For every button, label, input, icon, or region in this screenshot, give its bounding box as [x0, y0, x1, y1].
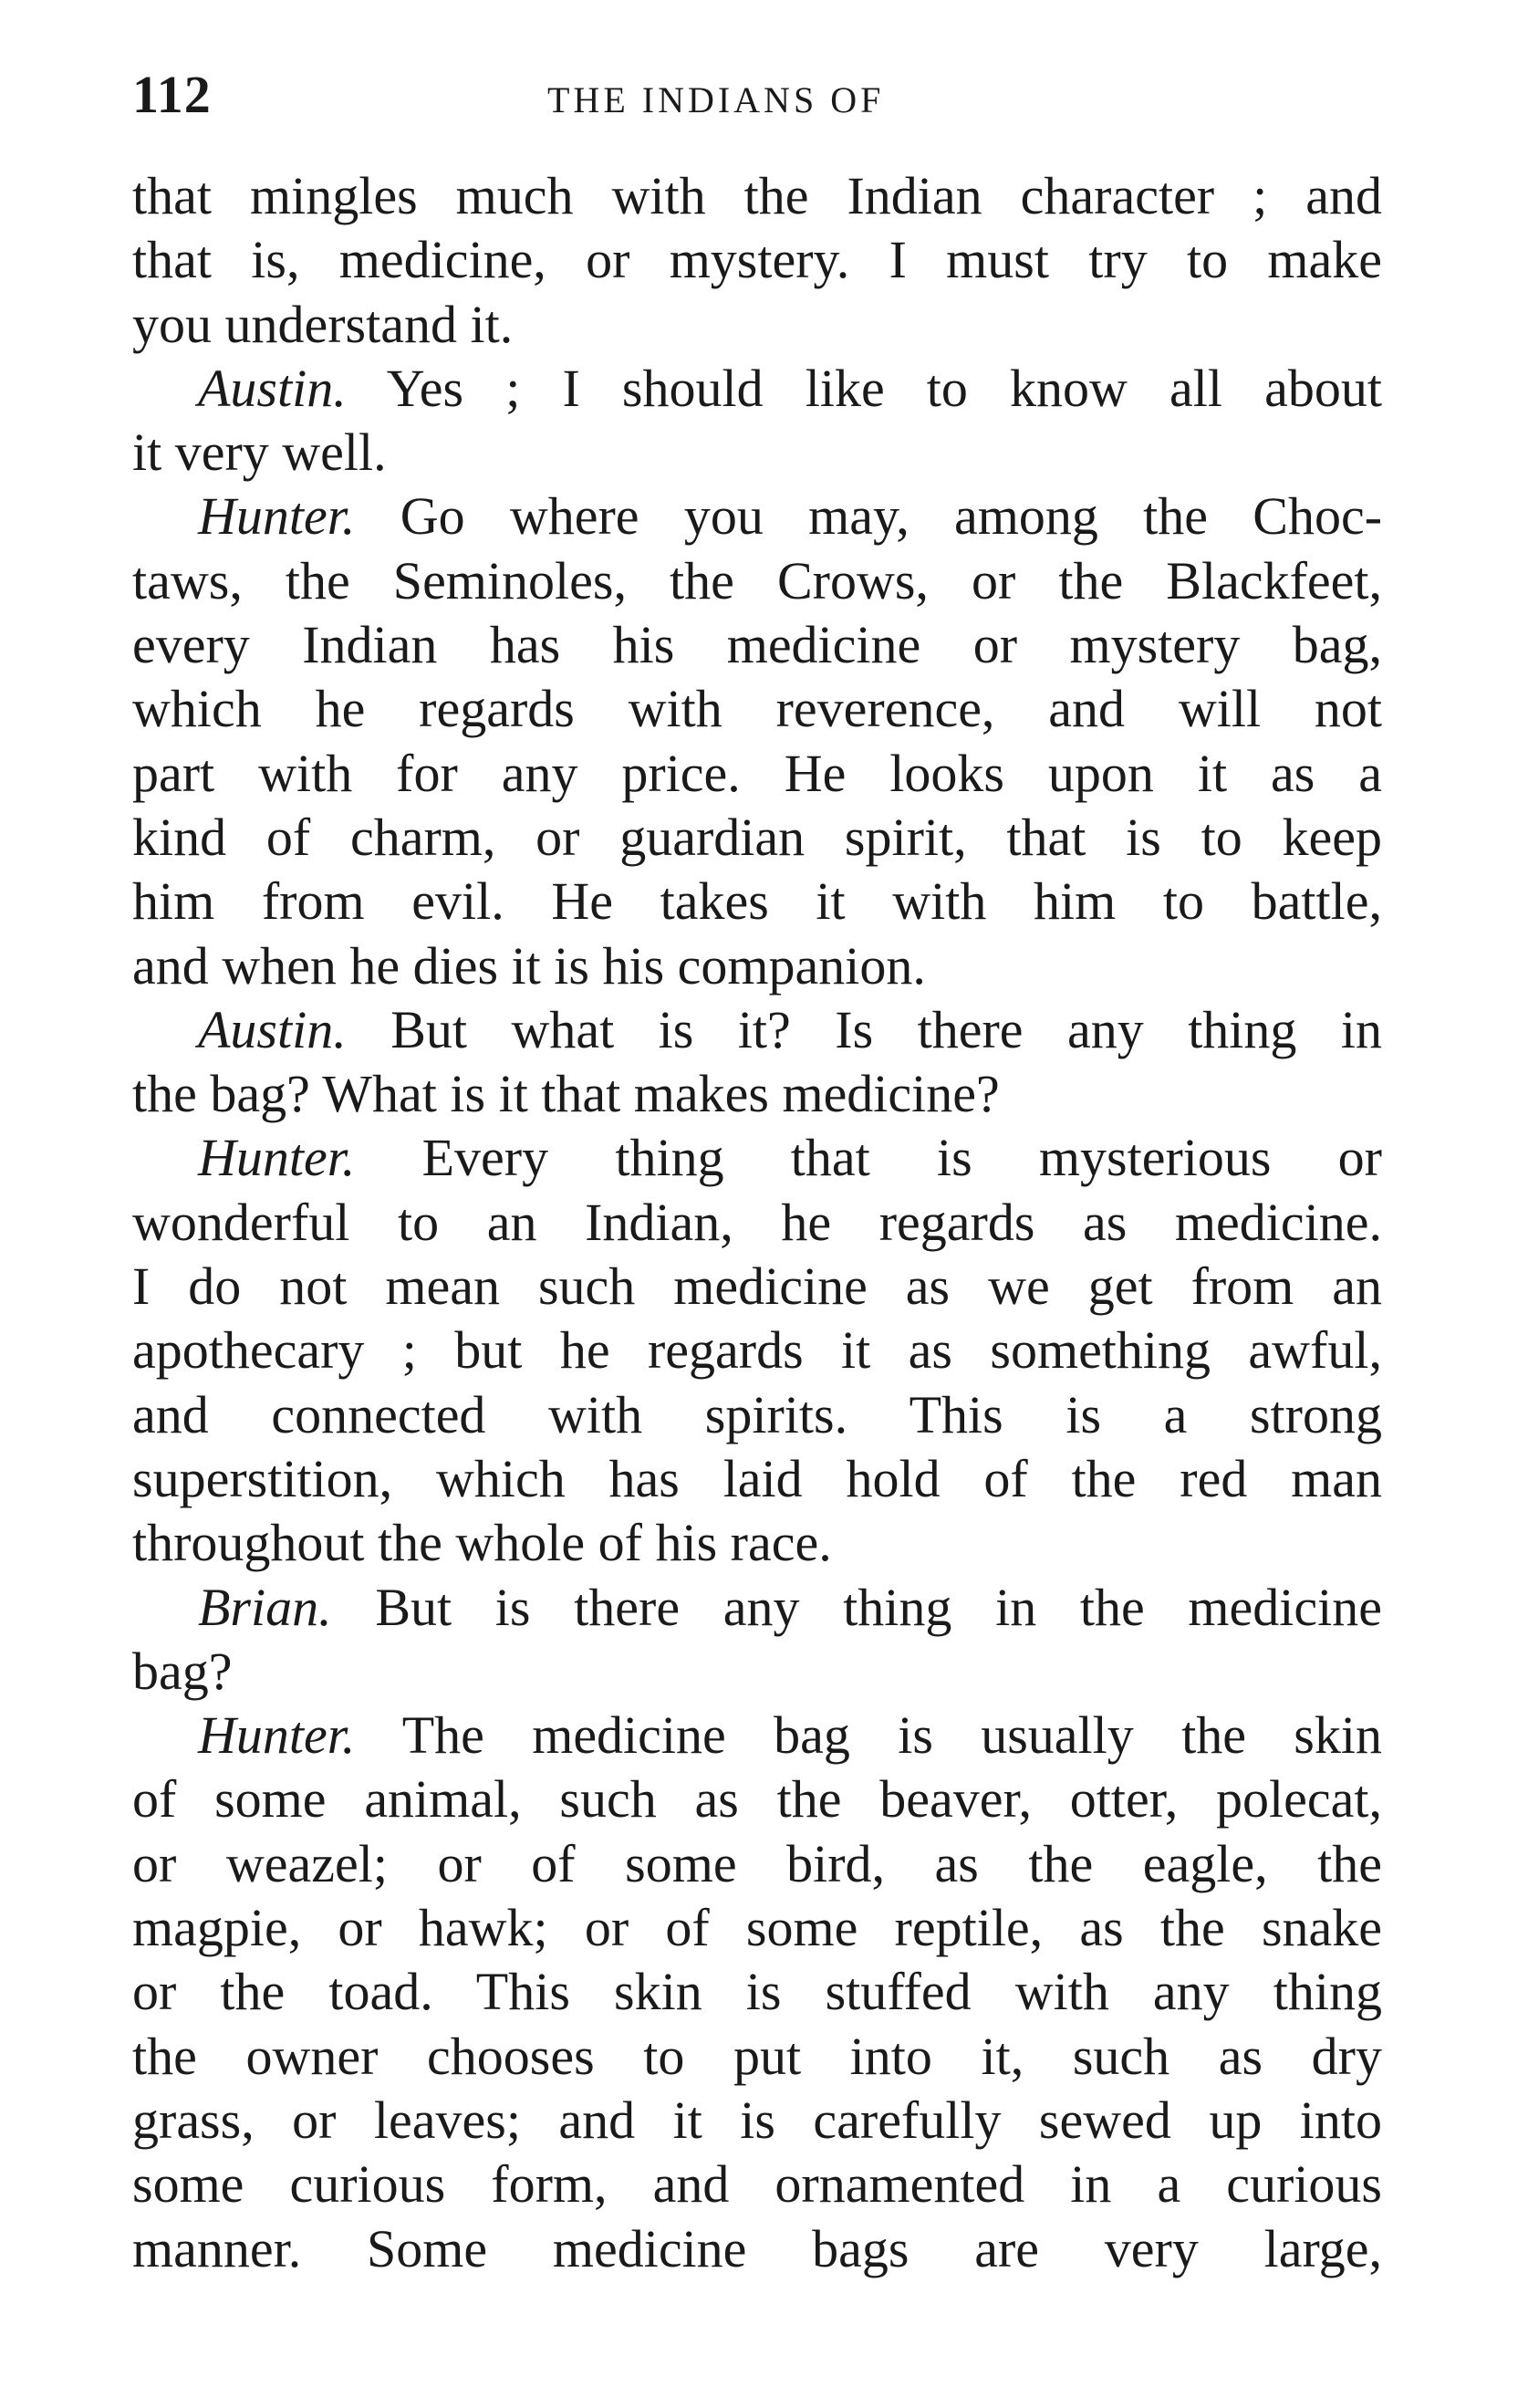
line-text: you understand it.	[132, 294, 514, 354]
line-text: manner. Some medicine bags are very large,	[132, 2218, 1382, 2278]
text-line	[132, 164, 1382, 228]
speaker-name: Austin.	[198, 999, 347, 1059]
text-line	[132, 1255, 1382, 1319]
dialogue-line	[132, 357, 1382, 421]
line-text: every Indian has his medicine or mystery bag,	[132, 615, 1382, 675]
line-text: Go where you may, among the Choc-	[400, 486, 1383, 547]
text-line	[132, 421, 1382, 485]
text-line	[132, 1511, 1382, 1575]
text-line	[132, 1319, 1382, 1382]
speaker-name: Hunter.	[198, 1705, 356, 1766]
text-line	[132, 613, 1382, 677]
text-line	[132, 228, 1382, 292]
running-title: THE INDIANS OF	[547, 79, 885, 120]
text-line	[132, 1960, 1382, 2024]
line-text: Yes ; I should like to know all about	[386, 358, 1383, 418]
line-text: taws, the Seminoles, the Crows, or the Blackfeet,	[132, 550, 1382, 610]
text-line	[132, 2089, 1382, 2153]
line-text: apothecary ; but he regards it as something awful,	[132, 1320, 1382, 1381]
speaker-name: Austin.	[198, 358, 347, 418]
text-line	[132, 870, 1382, 933]
text-line	[132, 1447, 1382, 1511]
line-text: part with for any price. He looks upon it as a	[132, 743, 1382, 803]
line-text: throughout the whole of his race.	[132, 1513, 832, 1573]
text-line	[132, 2025, 1382, 2089]
speaker-name: Hunter.	[198, 1128, 356, 1188]
line-text: that is, medicine, or mystery. I must try to make	[132, 230, 1382, 290]
speaker-name: Brian.	[198, 1577, 332, 1637]
line-text: and when he dies it is his companion.	[132, 935, 926, 996]
line-text: the owner chooses to put into it, such as dry	[132, 2026, 1382, 2086]
text-line	[132, 2153, 1382, 2216]
dialogue-line	[132, 1126, 1382, 1190]
text-line	[132, 1640, 1382, 1704]
line-text: superstition, which has laid hold of the red man	[132, 1448, 1382, 1508]
text-line	[132, 1383, 1382, 1447]
line-text: that mingles much with the Indian character ; and	[132, 166, 1382, 225]
text-line	[132, 2217, 1382, 2281]
dialogue-line	[132, 1704, 1382, 1767]
text-line	[132, 742, 1382, 806]
line-text: The medicine bag is usually the skin	[401, 1705, 1382, 1766]
text-line	[132, 1191, 1382, 1255]
line-text: or the toad. This skin is stuffed with any thing	[132, 1962, 1382, 2022]
line-text: some curious form, and ornamented in a curious	[132, 2154, 1382, 2215]
line-text: him from evil. He takes it with him to battle,	[132, 871, 1382, 932]
line-text: and connected with spirits. This is a strong	[132, 1384, 1382, 1444]
line-text: grass, or leaves; and it is carefully sewed up into	[132, 2090, 1382, 2150]
text-line	[132, 1896, 1382, 1960]
text-line	[132, 677, 1382, 741]
line-text: wonderful to an Indian, he regards as medicine.	[132, 1192, 1382, 1252]
line-text: which he regards with reverence, and will not	[132, 679, 1382, 739]
text-line	[132, 1062, 1382, 1126]
dialogue-line	[132, 1576, 1382, 1640]
text-line	[132, 293, 1382, 357]
text-line	[132, 549, 1382, 613]
line-text: magpie, or hawk; or of some reptile, as the snake	[132, 1898, 1382, 1958]
dialogue-line	[132, 485, 1382, 548]
line-text: kind of charm, or guardian spirit, that is to keep	[132, 807, 1382, 867]
body-text	[132, 164, 1382, 2281]
page-number: 112	[132, 65, 212, 124]
text-line	[132, 806, 1382, 870]
text-line	[132, 934, 1382, 998]
page-header	[132, 64, 1382, 137]
text-line	[132, 1832, 1382, 1896]
speaker-name: Hunter.	[198, 486, 356, 547]
line-text: bag?	[132, 1641, 233, 1701]
line-text: But is there any thing in the medicine	[375, 1577, 1382, 1637]
text-line	[132, 1767, 1382, 1831]
dialogue-line	[132, 998, 1382, 1062]
line-text: But what is it? Is there any thing in	[390, 999, 1382, 1059]
line-text: it very well.	[132, 422, 387, 483]
line-text: or weazel; or of some bird, as the eagle, the	[132, 1833, 1382, 1893]
line-text: I do not mean such medicine as we get from an	[132, 1256, 1382, 1317]
line-text: Every thing that is mysterious or	[421, 1128, 1383, 1188]
line-text: of some animal, such as the beaver, otter, polecat,	[132, 1769, 1382, 1829]
line-text: the bag? What is it that makes medicine?	[132, 1064, 1000, 1124]
